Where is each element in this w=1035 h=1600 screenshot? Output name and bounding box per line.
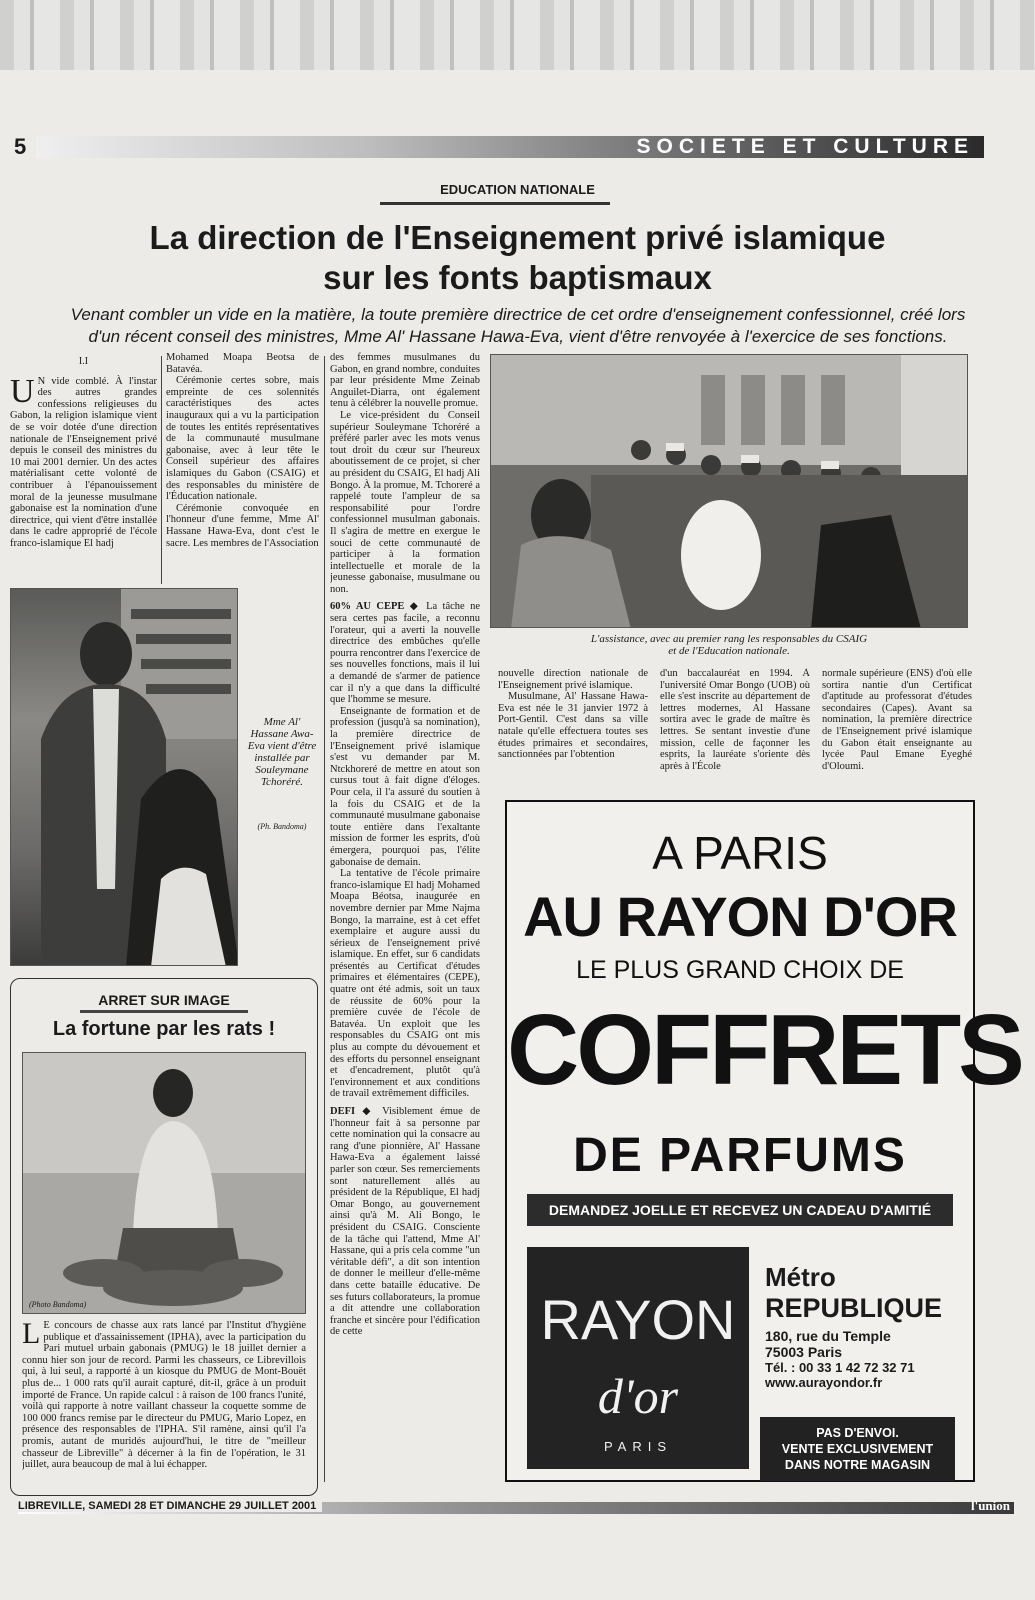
ad-notice: [760, 1417, 955, 1481]
col3-paragraph: Le vice-président du Conseil supérieur Souleymane Tchoréré a préféré parler avec les mots venus tout droit du cœur sur l'heureux aboutissement de ce projet, si cher au président du CSAIG, El hadj Ali Bongo. À la promue, M. Tchoreré a rappelé toute l'ampleur de sa responsabilité pour l'ordre confessionnel musulman gabonais. Il s'agira de mettre en exergue le souci de cette communauté de participer à la formation intellectuelle et morale de la jeunesse gabonaise, musulmane ou non.: [330, 409, 480, 595]
article-standfirst: [18, 304, 1018, 348]
assembly-caption-line-1: L'assistance, avec au premier rang les responsables du CSAIG: [590, 633, 868, 645]
assembly-caption-line-2: et de l'Education nationale.: [668, 645, 790, 657]
page-footer: [18, 1498, 1014, 1514]
sidebar-kicker: ARRET SUR IMAGE: [98, 992, 230, 1008]
page-number: 5: [14, 134, 27, 159]
ad-line-2: AU RAYON D'OR: [523, 885, 957, 948]
ad-line-4: COFFRETS: [507, 994, 1022, 1106]
col4-paragraph: nouvelle direction nationale de l'Enseignement privé islamique.: [498, 668, 648, 691]
col2-paragraph: Cérémonie convoquée en l'honneur d'une femme, Mme Al' Hassane Hawa-Eva, dont c'est le sacre. Les membres de l'Association: [166, 502, 319, 549]
article-headline: [20, 218, 1015, 298]
ad-line-1: A PARIS: [652, 827, 828, 879]
ad-notice-line-1: PAS D'ENVOI.: [816, 1426, 899, 1440]
scan-top-edge: [0, 0, 1035, 70]
perfume-advertisement: [505, 800, 1022, 1482]
column-rule: [324, 356, 325, 1482]
ad-website: www.aurayondor.fr: [765, 1375, 883, 1390]
col3-paragraph: Visiblement émue de l'honneur fait à sa personne par cette nomination qui la consacre au rang d'une pionnière, Al' Hassane Hawa-Eva a également laissé parler son cœur. Ses remerciements sont naturellement allés au président de la République, El hadj Omar Bongo, au gouvernement ainsi qu'à M. Ali Bongo, le président du CSAIG. Consciente de la tâche qui l'attend, Mme Al' Hassane, qui a pris cela comme "un véritable défi", a dit son intention de donner le meilleur d'elle-même dans cette bataille éducative. De ses futurs collaborateurs, la promue a dit attendre une collaboration franche et sincère pour l'édification de cette: [330, 1106, 480, 1338]
sidebar-kicker-underline: [80, 1010, 248, 1013]
col2-paragraph: Mohamed Moapa Beotsa de Batavéa.: [166, 352, 319, 375]
logo-word-dor: d'or: [597, 1368, 679, 1424]
ad-station: REPUBLIQUE: [765, 1293, 943, 1323]
assembly-caption: [490, 633, 968, 657]
article-column-5: [660, 668, 810, 790]
sidebar-text: [22, 1320, 306, 1490]
portrait-photo-art: [11, 589, 238, 966]
ad-notice-line-2: VENTE EXCLUSIVEMENT: [781, 1442, 934, 1456]
rat-hunter-photo: [22, 1052, 306, 1314]
ad-metro: Métro: [765, 1262, 836, 1292]
assembly-photo: [490, 354, 968, 628]
subhead-cepe: 60% AU CEPE ◆: [330, 601, 421, 613]
subhead-defi: DEFI ◆: [330, 1106, 376, 1117]
man-shirt: [93, 689, 119, 889]
rat-photo-credit: (Photo Bandoma): [29, 1300, 87, 1309]
man-head: [80, 622, 132, 686]
ad-address-1: 180, rue du Temple: [765, 1328, 891, 1344]
kicker-underline: [380, 202, 610, 205]
rayon-dor-logo: [527, 1247, 749, 1469]
col1-text: N vide comblé. À l'instar des autres grandes confessions religieuses du Gabon, la religion islamique vient de se voir dotée d'une direction nationale de l'Enseignement privé depuis le conseil des ministres du 10 mai 2001 dernier. Un des actes matérialisant cette volonté de contribuer à l'épanouissement moral de la jeunesse musulmane gabonaise est la nomination d'une directrice, qui vient d'être installée dans le cadre approprié de l'école franco-islamique El hadj: [10, 375, 157, 549]
col3-paragraph: La tentative de l'école primaire franco-islamique El hadj Mohamed Moapa Béotsa, inaugurée en novembre dernier par Mme Najma Bongo, la marraine, est à cet effet exemplaire et augure aussi du sérieux de l'enseignement privé islamique. En effet, sur 6 candidats présentés au Certificat d'études primaires et élémentaires (CEPE), quatre ont été admis, soit un taux de réussite de 60% pour la première cuvée de l'école de Batavéa. Un exploit que les responsables du CSAIG ont mis plus au compte du dévouement et des efforts du personnel enseignant et d'encadrement, plutôt qu'à l'environnement et aux conditions de travail extrêmement difficiles.: [330, 868, 480, 1100]
ad-line-5: DE PARFUMS: [573, 1129, 907, 1182]
col4-paragraph: Musulmane, Al' Hassane Hawa-Eva est née le 31 janvier 1972 à Port-Gentil. C'est dans sa ville natale qu'elle effectuera toutes ses études primaires et secondaires, sanctionnées par l'obtention: [498, 691, 648, 761]
section-rubric: [36, 136, 984, 158]
sidebar-dropcap: L: [22, 1320, 41, 1350]
article-column-2: [166, 352, 319, 584]
white-veiled-woman: [681, 500, 761, 610]
article-kicker: EDUCATION NATIONALE: [440, 182, 595, 197]
headline-line-1: La direction de l'Enseignement privé islamique: [149, 219, 886, 256]
col2-paragraph: Cérémonie certes sobre, mais empreinte de ces solennités caractéristiques des actes inauguraux qui a vu la participation de toutes les entités représentatives de la communauté musulmane gabonaise, avec à leur tête le Conseil supérieur des affaires islamiques du Gabon (CSAIG) et des responsables du ministère de l'Éducation nationale.: [166, 375, 319, 503]
col3-paragraph: Enseignante de formation et de profession (jusqu'à sa nomination), la première directrice de l'Enseignement privé islamique s'est vu demander par M. Ntckhoreré de mettre en atout son cursus tout à fait digne d'éloges. Pour cela, il l'a assuré du soutien à la fois du CSAIG et de la communauté musulmane gabonaise toute entière dans l'exaltante mission de former les esprits, d'où émergera, pourquoi pas, l'élite gabonaise de demain.: [330, 705, 480, 868]
ad-gift-band: DEMANDEZ JOELLE ET RECEVEZ UN CADEAU D'AMITIÉ: [527, 1194, 953, 1226]
byline: I.I: [78, 356, 89, 367]
ad-contact-info: [765, 1262, 965, 1390]
footer-masthead: l'union: [970, 1498, 1010, 1513]
article-column-4: [498, 668, 648, 790]
col5-paragraph: d'un baccalauréat en 1994. À l'université Omar Bongo (UOB) où elle s'est inscrite au département de lettres modernes, Al Hassane sortira avec le grade de maître ès lettres. Se sentant investie d'une mission, celle de façonner les esprits, la lauréate s'oriente dès après à l'École: [660, 668, 810, 772]
dropcap: U: [10, 372, 35, 410]
footer-dateline: LIBREVILLE, SAMEDI 28 ET DIMANCHE 29 JUILLET 2001: [18, 1500, 322, 1512]
ad-notice-line-3: DANS NOTRE MAGASIN: [784, 1458, 931, 1472]
portrait-credit: (Ph. Bandoma): [257, 822, 307, 831]
rat-hunter-photo-art: [23, 1053, 306, 1314]
portrait-photo: [10, 588, 238, 966]
logo-city: PARIS: [603, 1439, 673, 1454]
col3-subsection: [330, 1106, 480, 1338]
col6-paragraph: normale supérieure (ENS) d'où elle sortira nantie d'un Certificat d'aptitude au professorat d'études secondaires (Capes). Avant sa nomination, la première directrice de l'Enseignement privé islamique du Gabon était enseignante au lycée Paul Emane Eyeghé d'Oloumi.: [822, 668, 972, 772]
sidebar-headline: La fortune par les rats !: [52, 1018, 276, 1040]
col3-paragraph: La tâche ne sera certes pas facile, a reconnu l'orateur, qui a averti la nouvelle directrice des embûches qu'elle pourra rencontrer dans l'exercice de ses nouvelles fonctions, mais il lui a demandé de s'armer de patience car il n'y a que dans la difficulté que l'homme se mesure.: [330, 601, 480, 706]
portrait-caption: Mme Al' Hassane Awa-Eva vient d'être installée par Souleymane Tchoréré.: [247, 716, 317, 788]
assembly-photo-art: [491, 355, 968, 628]
headline-line-2: sur les fonts baptismaux: [323, 259, 712, 296]
standfirst-line-2: d'un récent conseil des ministres, Mme Al' Hassane Hawa-Eva, vient d'être renvoyée à l'exercice de ses fonctions.: [88, 327, 948, 346]
ad-phone: Tél. : 00 33 1 42 72 32 71: [765, 1360, 915, 1375]
section-rubric-label: SOCIETE ET CULTURE: [636, 135, 974, 158]
ad-address-2: 75003 Paris: [765, 1344, 843, 1360]
article-column-3: [330, 352, 480, 1482]
article-column-1: [10, 356, 157, 582]
logo-word-rayon: RAYON: [540, 1288, 736, 1351]
standfirst-line-1: Venant combler un vide en la matière, la toute première directrice de cet ordre d'enseignement confessionnel, créé lors: [70, 305, 966, 324]
ad-line-3: LE PLUS GRAND CHOIX DE: [576, 956, 904, 984]
hall-wall: [491, 355, 968, 465]
column-rule: [161, 356, 162, 584]
article-column-6: [822, 668, 972, 790]
col3-subsection: [330, 601, 480, 705]
hunter-head: [153, 1069, 193, 1117]
col3-paragraph: des femmes musulmanes du Gabon, en grand nombre, conduites par leur présidente Mme Zeinab Anguilet-Diarra, ont également tenu à célébrer la nouvelle promue.: [330, 352, 480, 410]
sidebar-body: E concours de chasse aux rats lancé par l'Institut d'hygiène publique et d'assainissement (IPHA), avec la participation du Pari mutuel urbain gabonais (PMUG) le 18 juillet dernier a connu hier son jour de record. Parmi les chasseurs, ce Librevillois qui, à lui seul, a rapporté à un kiosque du PMUG de Mont-Bouët plus de... 1 000 rats qu'il aurait capturé, dit-il, grâce à un produit importé de France. Un rapide calcul : à raison de 100 francs l'unité, voilà qui rapporte à notre vaillant chasseur la coquette somme de 100 000 francs remise par le directeur du PMUG, Mario Lopez, en présence des responsables de l'IPHA. S'il ramène, ainsi qu'il l'a promis, autant de muridés aujourd'hui, le titre de "meilleur chasseur de Libreville" à décerner à la fin de l'opération, le 31 juillet, aura beaucoup de mal à lui échapper.: [22, 1320, 306, 1471]
